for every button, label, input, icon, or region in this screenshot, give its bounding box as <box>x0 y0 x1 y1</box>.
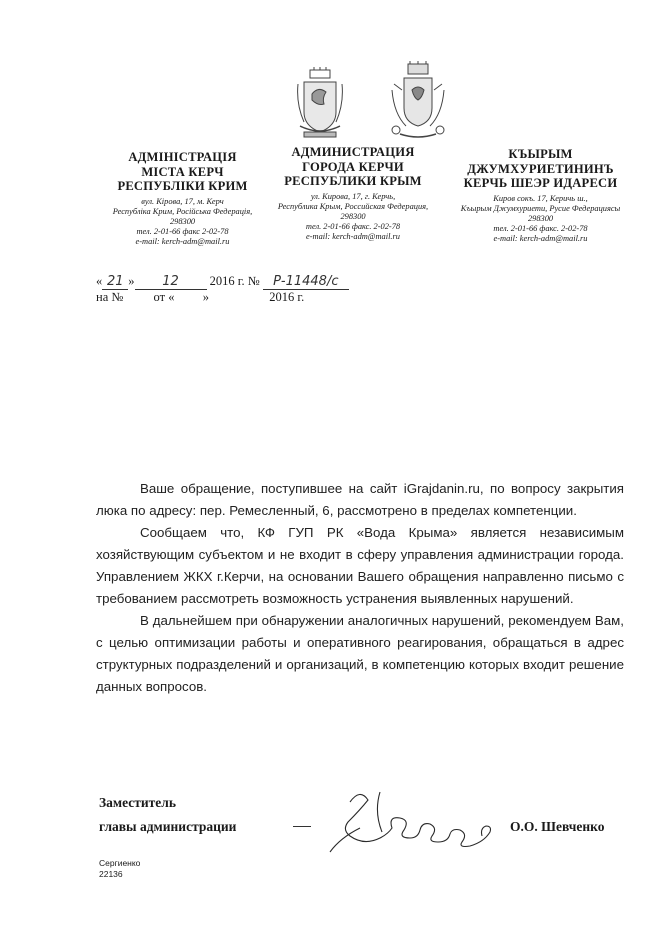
org-name-ua: АДМІНІСТРАЦІЯ МІСТА КЕРЧ РЕСПУБЛІКИ КРИМ <box>117 150 248 193</box>
signer-name: О.О. Шевченко <box>510 819 605 834</box>
body-paragraph: Ваше обращение, поступившее на сайт iGrajdanin.ru, по вопросу закрытия люка по адресу: пер. Ремесленный, 6, рассмотрено в пределах компетенции. <box>96 481 624 518</box>
body-paragraph: Сообщаем что, КФ ГУП РК «Вода Крыма» является независимым хозяйствующим субъектом и не входит в сферу управления администрации города. Управлением ЖКХ г.Керчи, на основании Вашего обращения направленно письмо с требованием рассмотреть возможность устранения выявленных нарушений. <box>96 525 624 606</box>
org-name-ru: АДМИНИСТРАЦИЯ ГОРОДА КЕРЧИ РЕСПУБЛИКИ КРЫМ <box>284 145 422 188</box>
ref-number-label: № <box>247 274 260 288</box>
kerch-coat-of-arms-icon <box>388 60 448 140</box>
org-address-ua: вул. Кірова, 17, м. Керч Республіка Крим, Російська Федерація, 298300 тел. 2-01-66 факс 2-02-78 e-mail: kerch-adm@mail.ru <box>112 196 253 246</box>
incoming-close-quote: » <box>202 290 209 304</box>
header-ct-column <box>447 147 634 244</box>
incoming-from-label: от « <box>153 290 175 304</box>
header-ua-column <box>90 150 275 247</box>
org-address-ru: ул. Кирова, 17, г. Керчь, Республика Крым, Российская Федерация, 298300 тел. 2-01-66 факс. 2-02-78 e-mail: kerch-adm@mail.ru <box>277 191 429 241</box>
org-name-ct: КЪЫРЫМ ДЖУМХУРИЕТИНИНЪ КЕРЧЬ ШЕЭР ИДАРЕСИ <box>463 147 618 190</box>
handwritten-signature-icon <box>320 782 495 862</box>
body-paragraph: В дальнейшем при обнаружении аналогичных нарушений, рекомендуем Вам, с целью оптимизации работы и оперативного реагирования, обращаться в адрес структурных подразделений и организаций, в компетенцию которых входит решение данных вопросов. <box>96 613 624 694</box>
ref-close-quote: » <box>128 274 135 288</box>
ref-number: Р-11448/с <box>263 274 349 290</box>
org-address-ct: Киров сокъ. 17, Керичь ш., Къырым Джумхуриети, Русие Федерацияcы 298300 тел. 2-01-66 факс. 2-02-78 e-mail: kerch-adm@mail.ru <box>460 193 621 243</box>
ref-day: 21 <box>102 274 128 290</box>
signer-title-line-2: главы администрации <box>99 819 237 834</box>
signer-title-line-1: Заместитель <box>99 795 176 810</box>
ref-year: 2016 г. <box>209 274 245 288</box>
incoming-reference <box>96 290 304 305</box>
incoming-year: 2016 г. <box>269 290 305 304</box>
header-ru-column <box>256 145 450 242</box>
signature-dash <box>293 826 311 827</box>
incoming-prefix: на № <box>96 290 124 304</box>
letter-body <box>96 478 624 698</box>
executor-phone: 22136 <box>99 869 123 879</box>
executor-name: Сергиенко <box>99 858 141 868</box>
ref-month: 12 <box>135 274 207 290</box>
ref-open-quote: « <box>96 274 103 288</box>
crimea-coat-of-arms-icon <box>296 66 344 140</box>
outgoing-reference <box>96 274 349 290</box>
